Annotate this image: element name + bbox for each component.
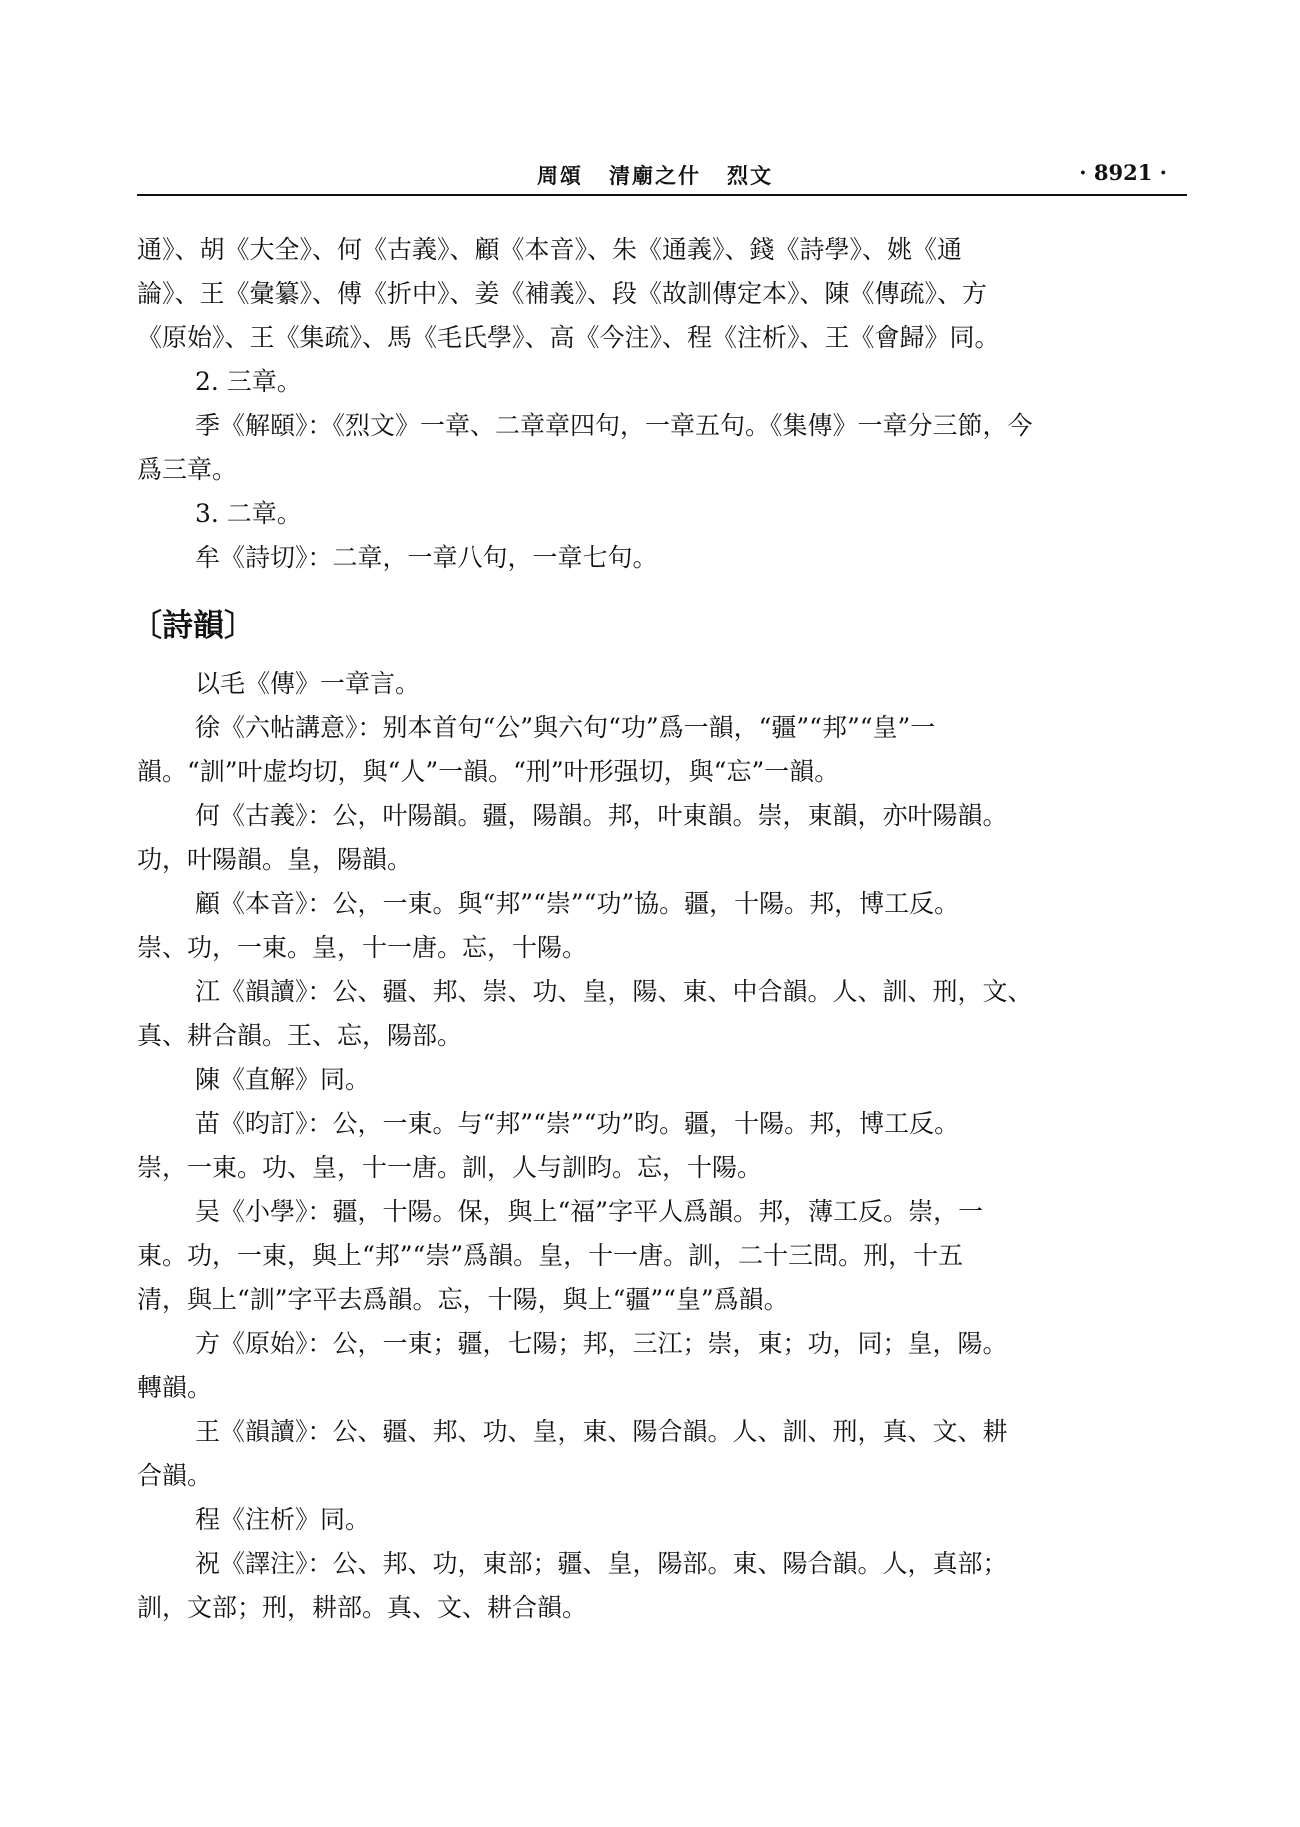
text-line: 崇、功，一東。皇，十一唐。忘，十陽。 xyxy=(137,933,588,962)
text-line: 顧《本音》：公，一東。與“邦”“崇”“功”協。疆，十陽。邦，博工反。 xyxy=(195,889,960,918)
text-line: 東。功，一東，與上“邦”“崇”爲韻。皇，十一唐。訓，二十三問。刑，十五 xyxy=(137,1241,964,1270)
text-line: 清，與上“訓”字平去爲韻。忘，十陽，與上“疆”“皇”爲韻。 xyxy=(137,1285,789,1314)
text-line: 季《解頤》：《烈文》一章、二章章四句，一章五句。《集傳》一章分三節，今 xyxy=(195,411,1033,440)
text-line: 2. 三章。 xyxy=(195,367,302,396)
header-poem: 烈文 xyxy=(727,163,773,188)
text-line: 真、耕合韻。王、忘，陽部。 xyxy=(137,1021,463,1050)
text-line: 徐《六帖講意》：别本首句“公”與六句“功”爲一韻，“疆”“邦”“皇”一 xyxy=(195,713,936,742)
header-section: 周頌 xyxy=(537,163,583,188)
header-group: 清廟之什 xyxy=(609,163,701,188)
running-header xyxy=(137,158,1187,192)
text-line: 祝《譯注》：公、邦、功，東部；疆、皇，陽部。東、陽合韻。人，真部； xyxy=(195,1549,1008,1578)
text-line: 江《韻讀》：公、疆、邦、崇、功、皇，陽、東、中合韻。人、訓、刑，文、 xyxy=(195,977,1033,1006)
running-title xyxy=(537,160,799,190)
text-line: 韻。“訓”叶虚均切，與“人”一韻。“刑”叶形强切，與“忘”一韻。 xyxy=(137,757,840,786)
text-line: 《原始》、王《集疏》、馬《毛氏學》、高《今注》、程《注析》、王《會歸》同。 xyxy=(137,323,1000,352)
text-line: 3. 二章。 xyxy=(195,499,302,528)
page-number: · 8921 · xyxy=(1079,160,1167,185)
text-line: 論》、王《彙纂》、傅《折中》、姜《補義》、段《故訓傳定本》、陳《傳疏》、方 xyxy=(137,279,988,308)
text-line: 以毛《傳》一章言。 xyxy=(195,669,421,698)
section-heading: 〔詩韻〕 xyxy=(131,608,255,644)
page-body xyxy=(131,228,1182,1630)
text-line: 崇，一東。功、皇，十一唐。訓，人与訓昀。忘，十陽。 xyxy=(137,1153,763,1182)
text-line: 陳《直解》同。 xyxy=(195,1065,371,1094)
text-line: 轉韻。 xyxy=(137,1373,213,1402)
text-line: 苗《昀訂》：公，一東。与“邦”“崇”“功”昀。疆，十陽。邦，博工反。 xyxy=(195,1109,960,1138)
header-rule xyxy=(137,194,1187,196)
text-line: 程《注析》同。 xyxy=(195,1505,371,1534)
text-line: 王《韻讀》：公、疆、邦、功、皇，東、陽合韻。人、訓、刑，真、文、耕 xyxy=(195,1417,1008,1446)
text-line: 方《原始》：公，一東；疆，七陽；邦，三江；崇，東；功，同；皇，陽。 xyxy=(195,1329,1008,1358)
text-line: 合韻。 xyxy=(137,1461,213,1490)
text-line: 爲三章。 xyxy=(137,455,238,484)
text-line: 通》、胡《大全》、何《古義》、顧《本音》、朱《通義》、錢《詩學》、姚《通 xyxy=(137,235,963,264)
text-line: 牟《詩切》：二章，一章八句，一章七句。 xyxy=(195,543,658,572)
text-line: 訓，文部；刑，耕部。真、文、耕合韻。 xyxy=(137,1593,588,1622)
text-line: 功，叶陽韻。皇，陽韻。 xyxy=(137,845,413,874)
text-line: 吴《小學》：疆，十陽。保，與上“福”字平人爲韻。邦，薄工反。崇，一 xyxy=(195,1197,984,1226)
text-line: 何《古義》：公，叶陽韻。疆，陽韻。邦，叶東韻。崇，東韻，亦叶陽韻。 xyxy=(195,801,1008,830)
